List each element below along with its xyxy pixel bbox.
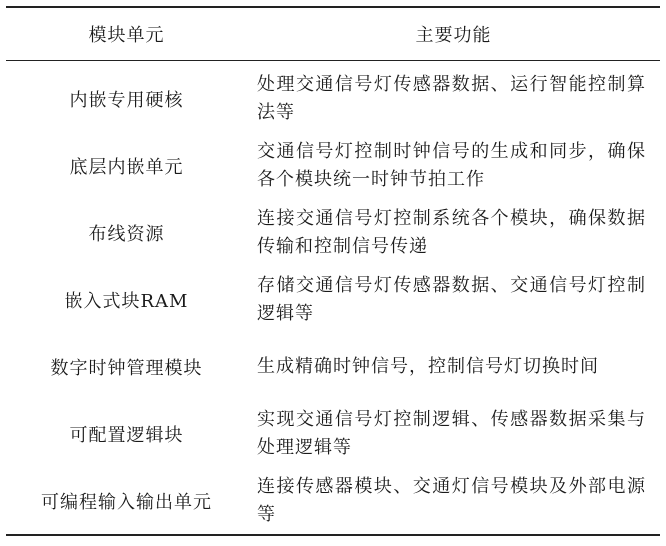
module-name-cell: 内嵌专用硬核 (69, 89, 184, 111)
module-name-cell: 数字时钟管理模块 (50, 357, 203, 379)
table-row (6, 199, 660, 266)
table-row (6, 400, 660, 467)
header-main-function: 主要功能 (415, 25, 492, 46)
module-function-cell: 生成精确时钟信号，控制信号灯切换时间 (257, 355, 599, 377)
module-name-cell: 布线资源 (88, 223, 165, 245)
module-name-cell: 嵌入式块RAM (64, 290, 189, 312)
table-row (6, 333, 660, 400)
module-function-cell: 连接交通信号灯控制系统各个模块，确保数据传输和控制信号传递 (257, 207, 646, 257)
module-name-cell: 可编程输入输出单元 (41, 491, 212, 513)
module-function-cell: 实现交通信号灯控制逻辑、传感器数据采集与处理逻辑等 (257, 408, 646, 458)
table-header-row (6, 7, 660, 61)
module-function-cell: 存储交通信号灯传感器数据、交通信号灯控制逻辑等 (257, 274, 646, 324)
table-row (6, 132, 660, 199)
module-function-cell: 交通信号灯控制时钟信号的生成和同步，确保各个模块统一时钟节拍工作 (257, 140, 646, 190)
table-row (6, 467, 660, 535)
header-module-unit: 模块单元 (88, 25, 165, 46)
module-name-cell: 可配置逻辑块 (69, 424, 184, 446)
table-row (6, 266, 660, 333)
table-row (6, 61, 660, 133)
module-function-cell: 处理交通信号灯传感器数据、运行智能控制算法等 (257, 73, 646, 123)
module-function-cell: 连接传感器模块、交通灯信号模块及外部电源等 (257, 475, 646, 525)
module-function-table (6, 6, 660, 536)
module-name-cell: 底层内嵌单元 (69, 156, 184, 178)
